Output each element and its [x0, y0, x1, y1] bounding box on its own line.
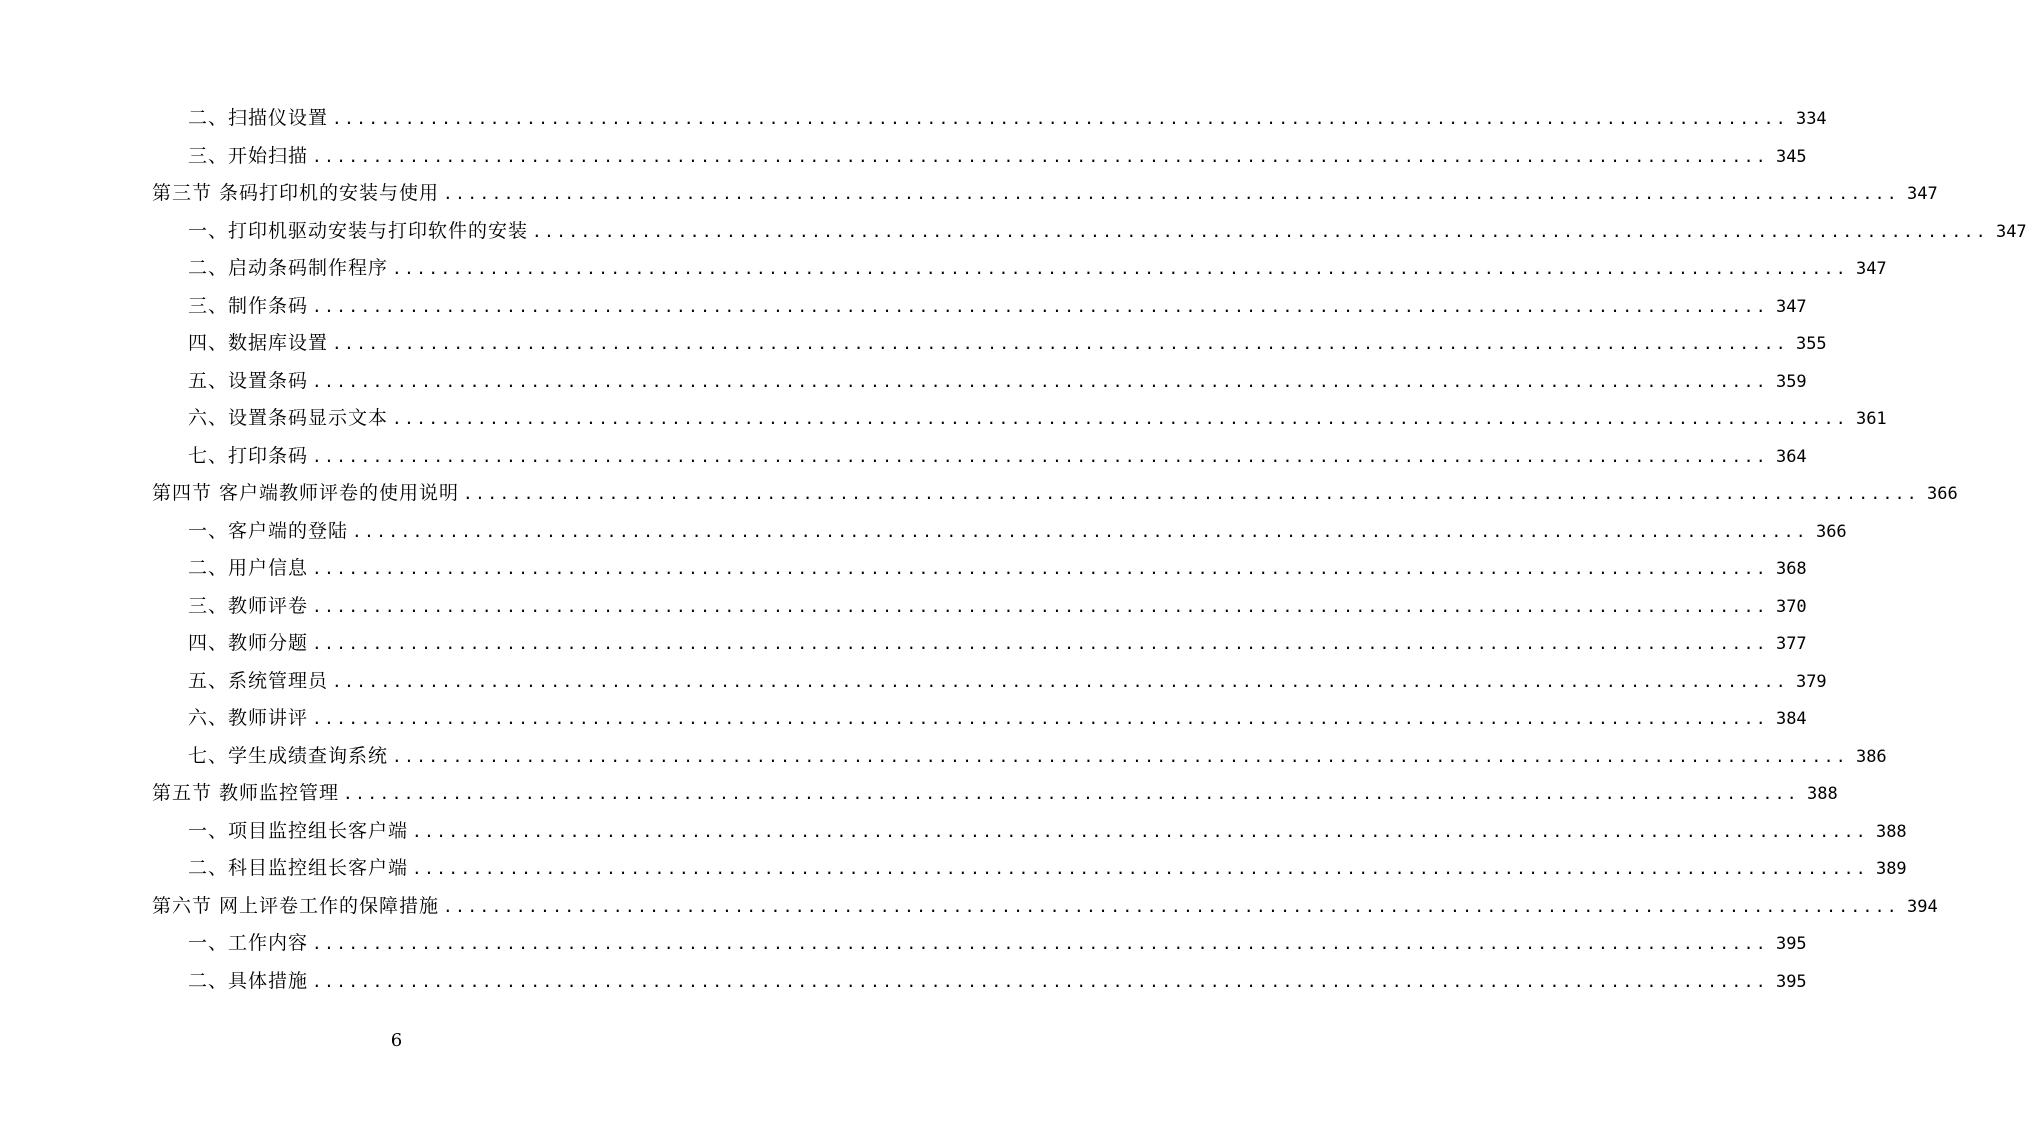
toc-item-row [0, 813, 1907, 851]
toc-title: 七、学生成绩查询系统 [188, 744, 389, 767]
toc-page-number: 395 [1775, 971, 1807, 992]
dot-leader: ........................................................................................................................ [312, 971, 1768, 991]
toc-page-number: 368 [1775, 559, 1807, 579]
dot-leader: ........................................................................................................................ [312, 146, 1768, 166]
toc-entry [188, 925, 1807, 964]
toc-entry [188, 700, 1807, 739]
toc-entry [152, 775, 1838, 814]
toc-entry [188, 138, 1807, 177]
toc-title: 五、系统管理员 [188, 669, 329, 692]
dot-leader: ........................................................................................................................ [343, 784, 1799, 803]
toc-title: 三、制作条码 [188, 294, 309, 317]
toc-title: 五、设置条码 [188, 369, 309, 392]
toc-item-row [0, 588, 1807, 626]
toc-page-number: 364 [1775, 446, 1807, 467]
toc-title: 第六节 网上评卷工作的保障措施 [152, 894, 440, 917]
dot-leader: ........................................................................................................................ [463, 484, 1919, 503]
toc-entry [152, 888, 1938, 927]
toc-entry [188, 325, 1827, 364]
toc-entry [188, 663, 1827, 702]
dot-leader: ........................................................................................................................ [412, 821, 1868, 841]
toc-section-row [0, 475, 1958, 513]
toc-page-number: 395 [1775, 934, 1807, 954]
toc-title: 一、客户端的登陆 [188, 519, 349, 542]
toc-page-number: 384 [1775, 709, 1807, 729]
toc-entry [188, 513, 1847, 552]
toc-title: 四、数据库设置 [188, 332, 329, 354]
toc-entry [188, 400, 1887, 439]
toc-item-row [0, 325, 1827, 363]
toc-item-row [0, 250, 1887, 288]
dot-leader: ........................................................................................................................ [443, 184, 1899, 203]
toc-entry [188, 625, 1807, 664]
toc-page-number: 366 [1926, 484, 1958, 504]
toc-entry [188, 213, 2027, 252]
toc-title: 六、设置条码显示文本 [188, 407, 389, 429]
toc-entry [188, 250, 1887, 289]
table-of-contents [0, 100, 2027, 1000]
toc-item-row [0, 288, 1807, 326]
toc-item-row [0, 100, 1827, 138]
toc-title: 一、工作内容 [188, 932, 309, 954]
toc-section-row [0, 775, 1838, 813]
dot-leader: ........................................................................................................................ [392, 259, 1848, 278]
dot-leader: ........................................................................................................................ [312, 371, 1768, 391]
toc-item-row [0, 138, 1807, 176]
toc-item-row [0, 963, 1807, 1001]
dot-leader: ........................................................................................................................ [312, 634, 1768, 653]
toc-page-number: 386 [1855, 746, 1887, 767]
toc-title: 四、教师分题 [188, 632, 309, 654]
toc-page-number: 388 [1806, 784, 1838, 804]
toc-title: 二、科目监控组长客户端 [188, 857, 409, 879]
toc-title: 七、打印条码 [188, 444, 309, 467]
dot-leader: ........................................................................................................................ [312, 559, 1768, 578]
toc-title: 第五节 教师监控管理 [152, 782, 340, 804]
toc-page-number: 366 [1815, 521, 1847, 542]
toc-entry [188, 100, 1827, 139]
toc-item-row [0, 363, 1807, 401]
toc-entry [188, 588, 1807, 627]
toc-entry [188, 438, 1807, 477]
toc-page-number: 361 [1855, 409, 1887, 429]
toc-title: 二、扫描仪设置 [188, 107, 329, 129]
toc-entry [188, 550, 1807, 589]
dot-leader: ........................................................................................................................ [332, 334, 1788, 353]
dot-leader: ........................................................................................................................ [312, 934, 1768, 953]
toc-item-row [0, 550, 1807, 588]
dot-leader: ........................................................................................................................ [312, 596, 1768, 616]
toc-item-row [0, 625, 1807, 663]
page-number: 6 [390, 1030, 403, 1051]
dot-leader: ........................................................................................................................ [532, 221, 1988, 241]
toc-page-number: 389 [1875, 859, 1907, 879]
toc-title: 一、打印机驱动安装与打印软件的安装 [188, 219, 529, 242]
toc-page-number: 359 [1775, 371, 1807, 392]
dot-leader: ........................................................................................................................ [332, 109, 1788, 128]
dot-leader: ........................................................................................................................ [312, 709, 1768, 728]
toc-title: 二、用户信息 [188, 557, 309, 579]
toc-title: 二、启动条码制作程序 [188, 257, 389, 279]
toc-item-row [0, 513, 1847, 551]
toc-page-number: 388 [1875, 821, 1907, 842]
toc-title: 一、项目监控组长客户端 [188, 819, 409, 842]
dot-leader: ........................................................................................................................ [312, 296, 1768, 316]
toc-page-number: 347 [1906, 184, 1938, 204]
toc-entry [152, 475, 1958, 514]
toc-entry [188, 363, 1807, 402]
toc-page-number: 347 [1855, 259, 1887, 279]
toc-section-row [0, 175, 1938, 213]
toc-entry [188, 288, 1807, 327]
toc-title: 三、教师评卷 [188, 594, 309, 617]
toc-item-row [0, 400, 1887, 438]
toc-entry [188, 963, 1807, 1002]
toc-section-row [0, 888, 1938, 926]
toc-page-number: 355 [1795, 334, 1827, 354]
toc-item-row [0, 738, 1887, 776]
dot-leader: ........................................................................................................................ [392, 746, 1848, 766]
toc-entry [188, 813, 1907, 852]
toc-title: 第四节 客户端教师评卷的使用说明 [152, 482, 460, 504]
toc-page-number: 379 [1795, 671, 1827, 692]
toc-entry [152, 175, 1938, 214]
toc-title: 三、开始扫描 [188, 144, 309, 167]
toc-item-row [0, 925, 1807, 963]
toc-title: 六、教师讲评 [188, 707, 309, 729]
dot-leader: ........................................................................................................................ [392, 409, 1848, 428]
toc-item-row [0, 700, 1807, 738]
dot-leader: ........................................................................................................................ [443, 896, 1899, 916]
dot-leader: ........................................................................................................................ [352, 521, 1808, 541]
toc-item-row [0, 850, 1907, 888]
dot-leader: ........................................................................................................................ [332, 671, 1788, 691]
toc-item-row [0, 213, 2027, 251]
dot-leader: ........................................................................................................................ [412, 859, 1868, 878]
toc-page-number: 334 [1795, 109, 1827, 129]
toc-item-row [0, 663, 1827, 701]
toc-title: 二、具体措施 [188, 969, 309, 992]
toc-page-number: 377 [1775, 634, 1807, 654]
toc-page-number: 347 [1995, 221, 2027, 242]
toc-entry [188, 738, 1887, 777]
dot-leader: ........................................................................................................................ [312, 446, 1768, 466]
toc-page-number: 370 [1775, 596, 1807, 617]
toc-item-row [0, 438, 1807, 476]
toc-page-number: 345 [1775, 146, 1807, 167]
toc-page-number: 347 [1775, 296, 1807, 317]
toc-title: 第三节 条码打印机的安装与使用 [152, 182, 440, 204]
toc-page-number: 394 [1906, 896, 1938, 917]
toc-entry [188, 850, 1907, 889]
